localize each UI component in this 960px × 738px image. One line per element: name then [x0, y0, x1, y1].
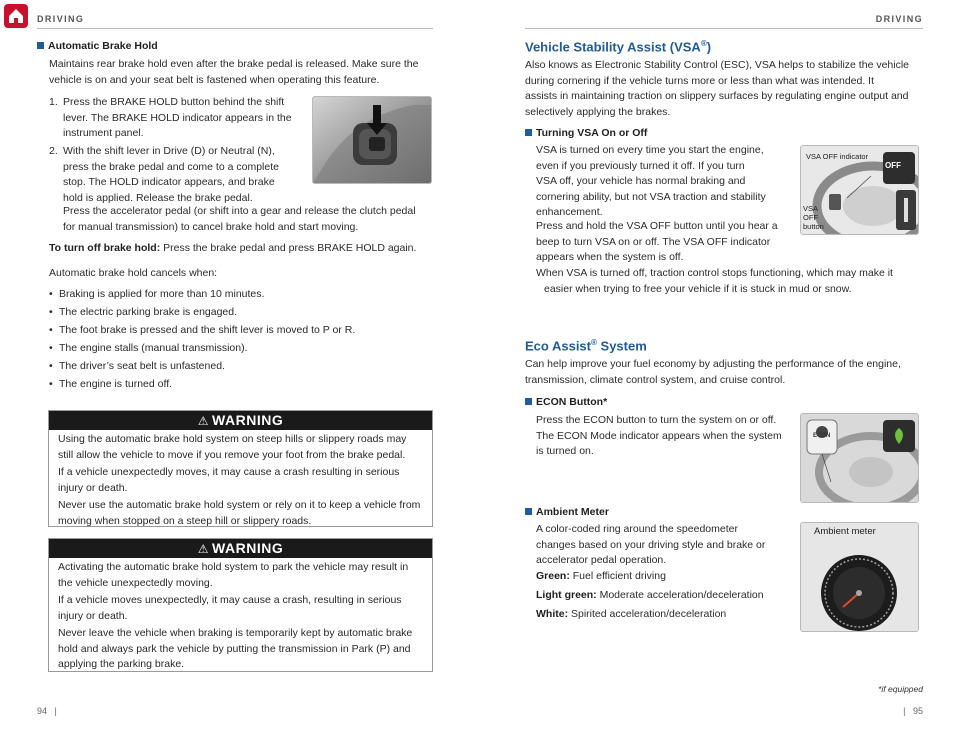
vsa-off-effect-text: When VSA is turned off, traction control stops functioning, which may make it easier when trying to free your vehicle if it is stuck in mud or snow. [536, 267, 893, 295]
step-3-text: Press the accelerator pedal (or shift into a gear and release the clutch pedal for manual transmission) to cancel brake hold and start moving. [63, 205, 416, 233]
warning-paragraph: Activating the automatic brake hold system to park the vehicle may result in the vehicle unexpectedly moving. [58, 561, 409, 589]
automatic-brake-hold-heading: Automatic Brake Hold [37, 40, 158, 52]
ambient-meter-heading: Ambient Meter [525, 506, 609, 518]
header-rule [525, 28, 923, 29]
ambient-meter-photo [800, 522, 919, 632]
list-item: • The foot brake is pressed and the shift lever is moved to P or R. [49, 323, 355, 341]
warning-paragraph: If a vehicle moves unexpectedly, it may cause a crash, resulting in serious injury or death. [58, 594, 402, 622]
home-icon[interactable] [4, 4, 28, 28]
ambient-meter-caption: Ambient meter [814, 526, 876, 537]
turn-off-instruction: To turn off brake hold: Press the brake pedal and press BRAKE HOLD again. [49, 242, 417, 254]
list-item: • The engine stalls (manual transmission). [49, 341, 355, 359]
vsa-off-indicator-caption: VSA OFF indicator [806, 152, 869, 161]
econ-button-photo [800, 413, 919, 503]
step-1-number: 1. [49, 96, 58, 108]
abh-intro: Maintains rear brake hold even after the brake pedal is released. Make sure the vehicle is on and your seat belt is fastened when operating this feature. [49, 58, 419, 86]
eco-assist-title: Eco Assist® System [525, 338, 647, 354]
warning-paragraph: Never use the automatic brake hold system or rely on it to keep a vehicle from moving when stopped on a steep hill or slippery roads. [58, 499, 421, 527]
list-item: • Braking is applied for more than 10 minutes. [49, 287, 355, 305]
vsa-off-button-text: Press and hold the VSA OFF button until you hear a beep to turn VSA on or off. The VSA OFF indicator appears when the system is off. [536, 220, 778, 263]
brake-hold-button-photo [312, 96, 432, 184]
cancel-conditions-list [49, 287, 355, 395]
eco-assist-intro: Can help improve your fuel economy by adjusting the performance of the engine, transmission, climate control system, and cruise control. [525, 358, 901, 386]
warning-box-parking [48, 538, 433, 672]
list-item: • The driver’s seat belt is unfastened. [49, 359, 355, 377]
warning-box-hills [48, 410, 433, 527]
step-1-text: Press the BRAKE HOLD button behind the shift lever. The BRAKE HOLD indicator appears in the instrument panel. [63, 96, 292, 139]
step-2-number: 2. [49, 145, 58, 157]
turning-vsa-heading: Turning VSA On or Off [525, 127, 647, 139]
right-page [480, 0, 960, 738]
green-description: Green: Fuel efficient driving [536, 570, 666, 582]
page-number-left: 94 | [37, 706, 57, 716]
warning-paragraph: If a vehicle unexpectedly moves, it may cause a crash resulting in serious injury or death. [58, 466, 400, 494]
list-item: • The engine is turned off. [49, 377, 355, 395]
ambient-meter-text: A color-coded ring around the speedometer changes based on your driving style and brake or accelerator pedal operation. [536, 523, 766, 566]
econ-button-text: Press the ECON button to turn the system on or off. The ECON Mode indicator appears when the system is turned on. [536, 414, 782, 457]
section-label-left: DRIVING [37, 14, 85, 24]
list-item: • The electric parking brake is engaged. [49, 305, 355, 323]
light-green-description: Light green: Moderate acceleration/deceleration [536, 589, 764, 601]
cancels-intro: Automatic brake hold cancels when: [49, 267, 218, 279]
page-number-right: | 95 [903, 706, 923, 716]
warning-triangle-icon: ⚠ [197, 414, 210, 428]
econ-button-label: ECON [813, 433, 831, 439]
warning-paragraph: Never leave the vehicle when braking is temporarily kept by automatic brake hold and always park the vehicle by putting the transmission in Park (P) and applying the parking brake. [58, 627, 413, 670]
vsa-title: Vehicle Stability Assist (VSA®) [525, 39, 712, 55]
vsa-off-button-caption: VSA OFF button [803, 204, 824, 231]
vsa-off-indicator-text: OFF [885, 161, 901, 170]
footnote: *if equipped [878, 684, 923, 694]
warning-title-bar: ⚠ WARNING [49, 539, 432, 558]
white-description: White: Spirited acceleration/deceleration [536, 608, 727, 620]
section-label-right: DRIVING [875, 14, 923, 24]
warning-paragraph: Using the automatic brake hold system on steep hills or slippery roads may still allow the vehicle to move if you remove your foot from the brake pedal. [58, 433, 407, 461]
econ-button-heading: ECON Button* [525, 396, 607, 408]
step-2-text: With the shift lever in Drive (D) or Neutral (N), press the brake pedal and come to a complete stop. The HOLD indicator appears, and brake hold is applied. Release the brake pedal. [63, 145, 279, 204]
turning-vsa-text: VSA is turned on every time you start the engine, even if you previously turned it off. If you turn VSA off, your vehicle has normal braking and cornering ability, but not VSA traction and stability enhancement. [536, 144, 766, 218]
warning-title-bar: ⚠ WARNING [49, 411, 432, 430]
warning-triangle-icon: ⚠ [197, 542, 210, 556]
vsa-intro: Also knows as Electronic Stability Control (ESC), VSA helps to stabilize the vehicle during cornering if the vehicle turns more or less than what was intended. It assists in maintaining traction on slippery surfaces by regulating engine output and selectively applying the brakes. [525, 59, 910, 118]
header-rule [37, 28, 433, 29]
